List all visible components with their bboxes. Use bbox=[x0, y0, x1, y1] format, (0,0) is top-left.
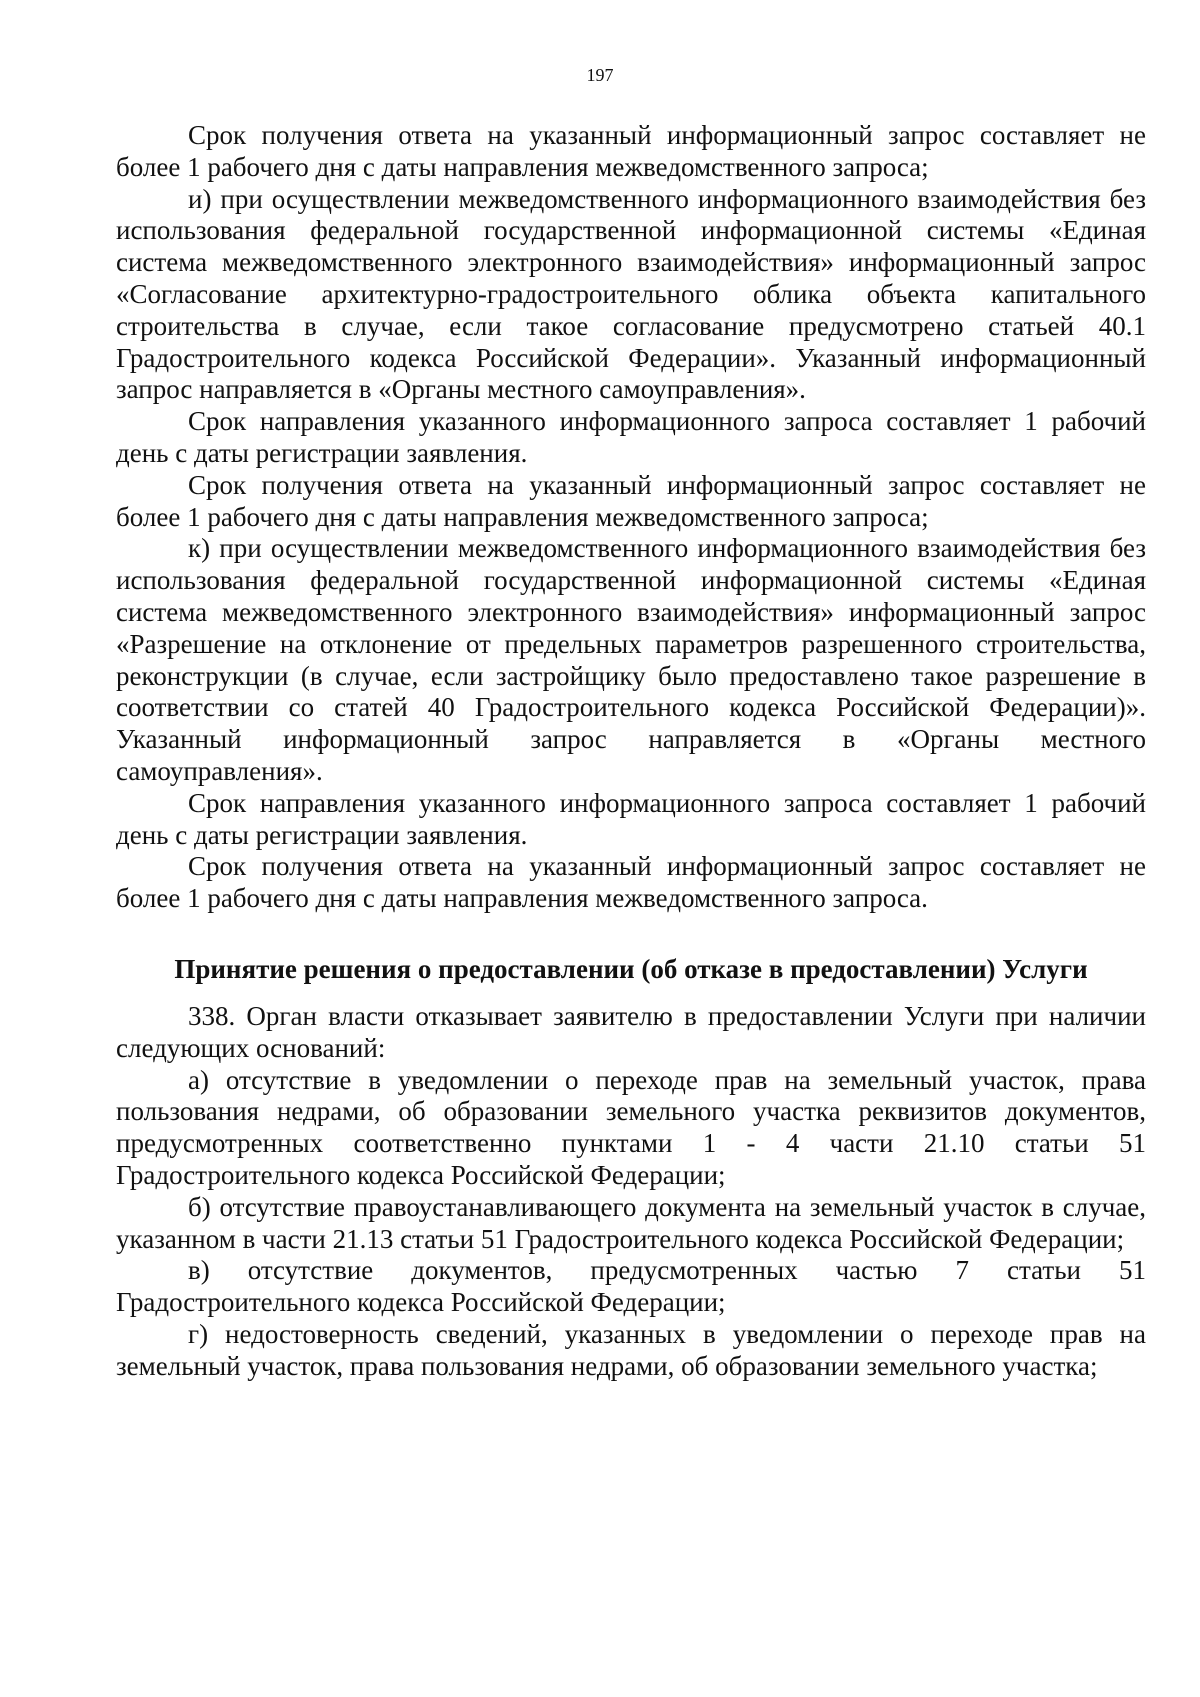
paragraph-item-i: и) при осуществлении межведомственного информационного взаимодействия без использования федеральной государственной информационной системы «Единая система межведомственного электронного взаимодействия» информационный запрос «Согласование архитектурно-градостроительного облика объекта капитального строительства в случае, если такое согласование предусмотрено статьей 40.1 Градостроительного кодекса Российской Федерации». Указанный информационный запрос направляется в «Органы местного самоуправления». bbox=[116, 183, 1146, 405]
paragraph-response-term-3: Срок получения ответа на указанный информационный запрос составляет не более 1 рабочего дня с даты направления межведомственного запроса. bbox=[116, 851, 1146, 914]
paragraph-response-term-2: Срок получения ответа на указанный информационный запрос составляет не более 1 рабочего дня с даты направления межведомственного запроса; bbox=[116, 469, 1146, 532]
section-heading: Принятие решения о предоставлении (об отказе в предоставлении) Услуги bbox=[174, 953, 1088, 984]
paragraph-item-k: к) при осуществлении межведомственного информационного взаимодействия без использования федеральной государственной информационной системы «Единая система межведомственного электронного взаимодействия» информационный запрос «Разрешение на отклонение от предельных параметров разрешенного строительства, реконструкции (в случае, если застройщику было предоставлено такое разрешение в соответствии со статей 40 Градостроительного кодекса Российской Федерации)». Указанный информационный запрос направляется в «Органы местного самоуправления». bbox=[116, 533, 1146, 786]
paragraph-item-b: б) отсутствие правоустанавливающего документа на земельный участок в случае, указанном в части 21.13 статьи 51 Градостроительного кодекса Российской Федерации; bbox=[116, 1191, 1146, 1254]
paragraph-item-g: г) недостоверность сведений, указанных в уведомлении о переходе прав на земельный участок, права пользования недрами, об образовании земельного участка; bbox=[116, 1318, 1146, 1381]
paragraph-send-term-2: Срок направления указанного информационного запроса составляет 1 рабочий день с даты регистрации заявления. bbox=[116, 787, 1146, 850]
page-number: 197 bbox=[586, 65, 614, 85]
paragraph-item-a: а) отсутствие в уведомлении о переходе прав на земельный участок, права пользования недрами, об образовании земельного участка реквизитов документов, предусмотренных соответственно пунктами 1 - 4 части 21.10 статьи 51 Градостроительного кодекса Российской Федерации; bbox=[116, 1064, 1146, 1190]
paragraph-response-term-1: Срок получения ответа на указанный информационный запрос составляет не более 1 рабочего дня с даты направления межведомственного запроса; bbox=[116, 120, 1146, 182]
paragraph-item-v: в) отсутствие документов, предусмотренных частью 7 статьи 51 Градостроительного кодекса Российской Федерации; bbox=[116, 1255, 1146, 1318]
paragraph-send-term-1: Срок направления указанного информационного запроса составляет 1 рабочий день с даты регистрации заявления. bbox=[116, 406, 1146, 468]
paragraph-338: 338. Орган власти отказывает заявителю в предоставлении Услуги при наличии следующих оснований: bbox=[116, 1000, 1146, 1063]
document-body bbox=[116, 120, 1146, 1382]
